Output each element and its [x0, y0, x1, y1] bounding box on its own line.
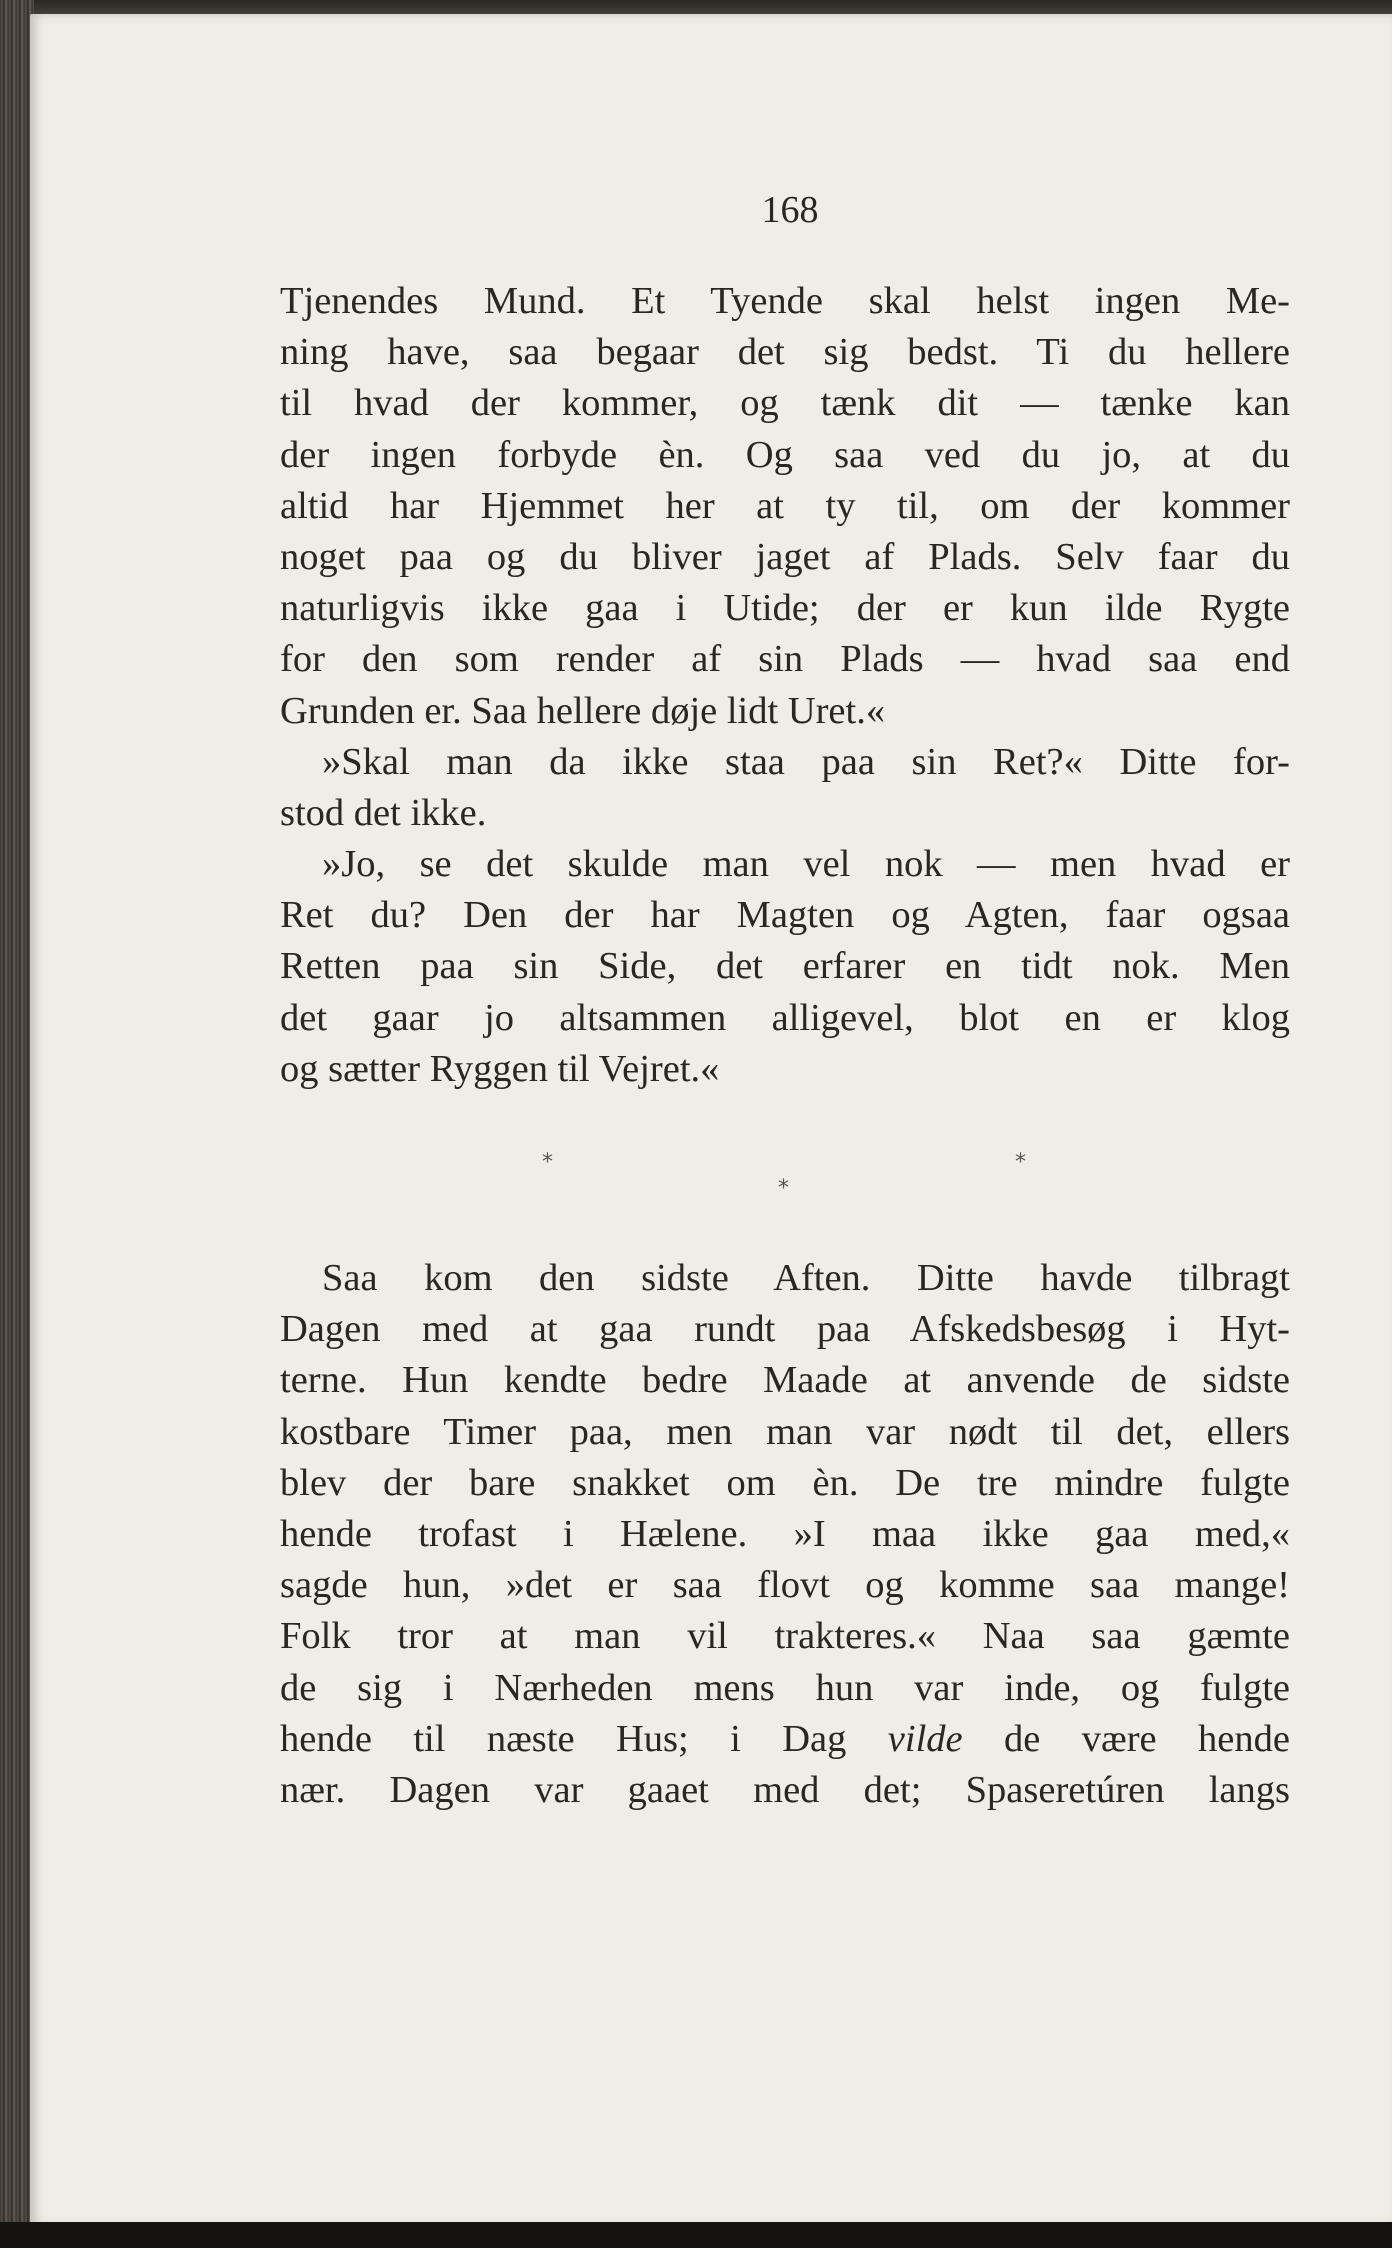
text-line: Dagen med at gaa rundt paa Afskedsbesøg i Hyt- [280, 1308, 1290, 1351]
text-line: Ret du? Den der har Magten og Agten, faar ogsaa [280, 894, 1290, 937]
text-line: hende trofast i Hælene. »I maa ikke gaa med,« [280, 1512, 1290, 1555]
section-break [0, 1150, 1392, 1210]
text-line: nær. Dagen var gaaet med det; Spaseretúren langs [280, 1768, 1290, 1811]
book-bottom-edge [0, 2222, 1392, 2248]
emphasized-word: vilde [887, 1717, 963, 1760]
text-line: kostbare Timer paa, men man var nødt til det, ellers [280, 1410, 1290, 1453]
text-line: Saa kom den sidste Aften. Ditte havde tilbragt [322, 1257, 1290, 1299]
text-line: naturligvis ikke gaa i Utide; der er kun ilde Rygte [280, 587, 1290, 630]
text-line: »Skal man da ikke staa paa sin Ret?« Ditte for- [322, 740, 1290, 783]
paragraph-block-bottom [280, 1253, 1290, 1816]
text-line-mixed [280, 1714, 1290, 1765]
text-line: noget paa og du bliver jaget af Plads. Selv faar du [280, 535, 1290, 578]
text-line: Folk tror at man vil trakteres.« Naa saa gæmte [280, 1615, 1290, 1658]
book-spine-edge [0, 0, 34, 2248]
section-break-asterisk: * [1015, 1150, 1026, 1175]
page-number: 168 [761, 189, 819, 231]
text-line: ning have, saa begaar det sig bedst. Ti du hellere [280, 331, 1290, 374]
text-line: altid har Hjemmet her at ty til, om der kommer [280, 484, 1290, 527]
text-segment: de være hende [962, 1717, 1290, 1760]
text-line: Tjenendes Mund. Et Tyende skal helst ingen Me- [280, 280, 1290, 322]
text-line: de sig i Nærheden mens hun var inde, og fulgte [280, 1666, 1290, 1709]
text-line: Retten paa sin Side, det erfarer en tidt nok. Men [280, 945, 1290, 988]
section-break-asterisk: * [778, 1176, 789, 1201]
section-break-asterisk: * [542, 1150, 553, 1175]
text-line: for den som render af sin Plads — hvad saa end [280, 638, 1290, 681]
text-line: der ingen forbyde èn. Og saa ved du jo, at du [280, 433, 1290, 476]
text-line: Grunden er. Saa hellere døje lidt Uret.« [280, 689, 886, 732]
paragraph-block-top [280, 276, 1290, 1095]
text-line: terne. Hun kendte bedre Maade at anvende de sidste [280, 1359, 1290, 1402]
text-line: til hvad der kommer, og tænk dit — tænke kan [280, 382, 1290, 425]
text-line: blev der bare snakket om èn. De tre mindre fulgte [280, 1461, 1290, 1504]
text-line: »Jo, se det skulde man vel nok — men hvad er [322, 843, 1290, 886]
text-line: stod det ikke. [280, 791, 487, 834]
text-line: det gaar jo altsammen alligevel, blot en er klog [280, 996, 1290, 1039]
text-segment: hende til næste Hus; i Dag [280, 1717, 888, 1760]
text-line: og sætter Ryggen til Vejret.« [280, 1047, 720, 1090]
text-line: sagde hun, »det er saa flovt og komme saa mange! [280, 1564, 1290, 1607]
